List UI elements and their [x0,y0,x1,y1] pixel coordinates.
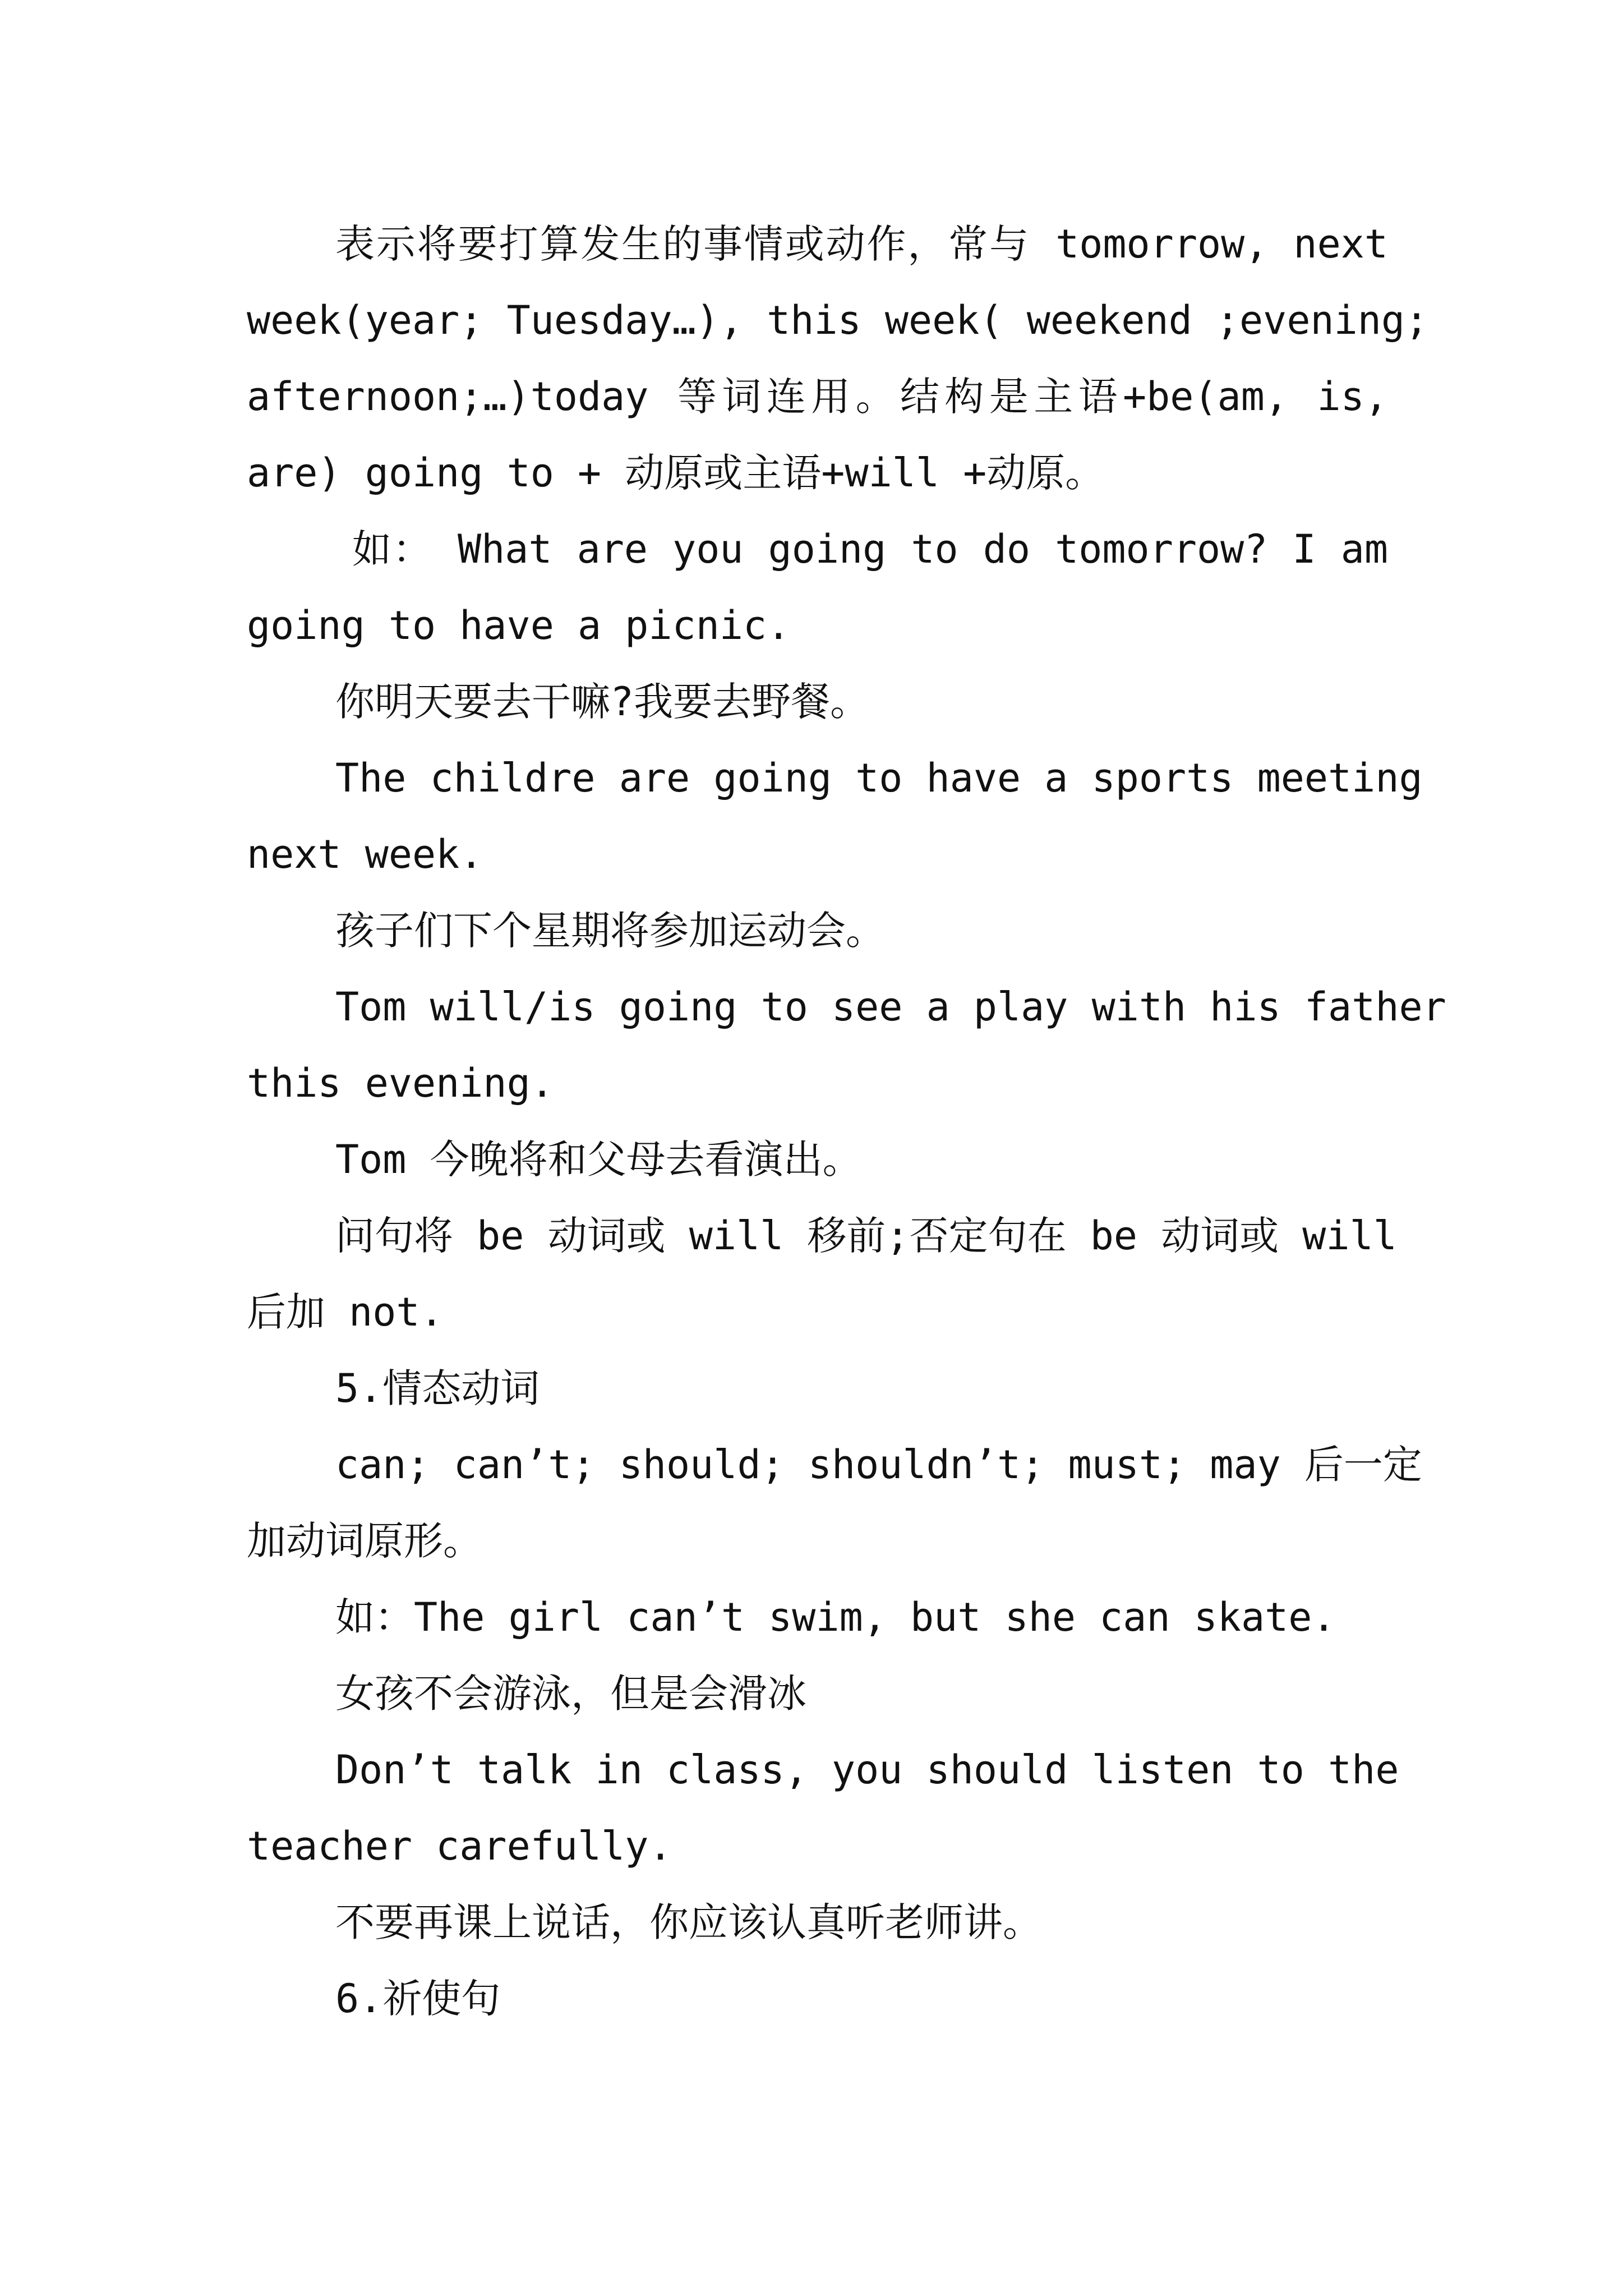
section-heading: 6.祈使句 [335,1976,501,2022]
text-line: teacher carefully. [247,1823,672,1869]
text-line: 不要再课上说话，你应该认真听老师讲。 [335,1899,1042,1945]
text-line: can; can’t; should; shouldn’t; must; may 后一定 [335,1442,1422,1488]
text-line: 后加 not. [247,1289,444,1335]
text-line: this evening. [247,1060,554,1106]
text-line: Don’t talk in class, you should listen to the [335,1747,1399,1793]
text-line: 如： What are you going to do tomorrow? I am [352,526,1388,572]
section-heading: 5.情态动词 [335,1365,540,1411]
text-line: The childre are going to have a sports meeting [335,755,1423,801]
text-line: next week. [247,831,483,877]
text-line: Tom 今晚将和父母去看演出。 [335,1137,862,1182]
text-line: 加动词原形。 [247,1518,482,1564]
text-line: are) going to + 动原或主语+will +动原。 [247,450,1105,496]
text-line: Tom will/is going to see a play with his father [335,984,1446,1030]
text-line: 表示将要打算发生的事情或动作，常与 tomorrow, next [335,221,1388,267]
text-line: 孩子们下个星期将参加运动会。 [335,908,885,954]
text-line: week(year; Tuesday…), this week( weekend ;evening; [247,297,1429,343]
text-line: 女孩不会游泳，但是会滑冰 [335,1671,806,1717]
text-line: 你明天要去干嘛?我要去野餐。 [335,679,870,725]
text-line: 问句将 be 动词或 will 移前;否定句在 be 动词或 will [335,1213,1397,1259]
text-line: 如：The girl can’t swim, but she can skate. [335,1594,1336,1640]
text-line: going to have a picnic. [247,602,791,648]
text-line: afternoon;…)today 等词连用。结构是主语+be(am, is, [247,374,1388,420]
